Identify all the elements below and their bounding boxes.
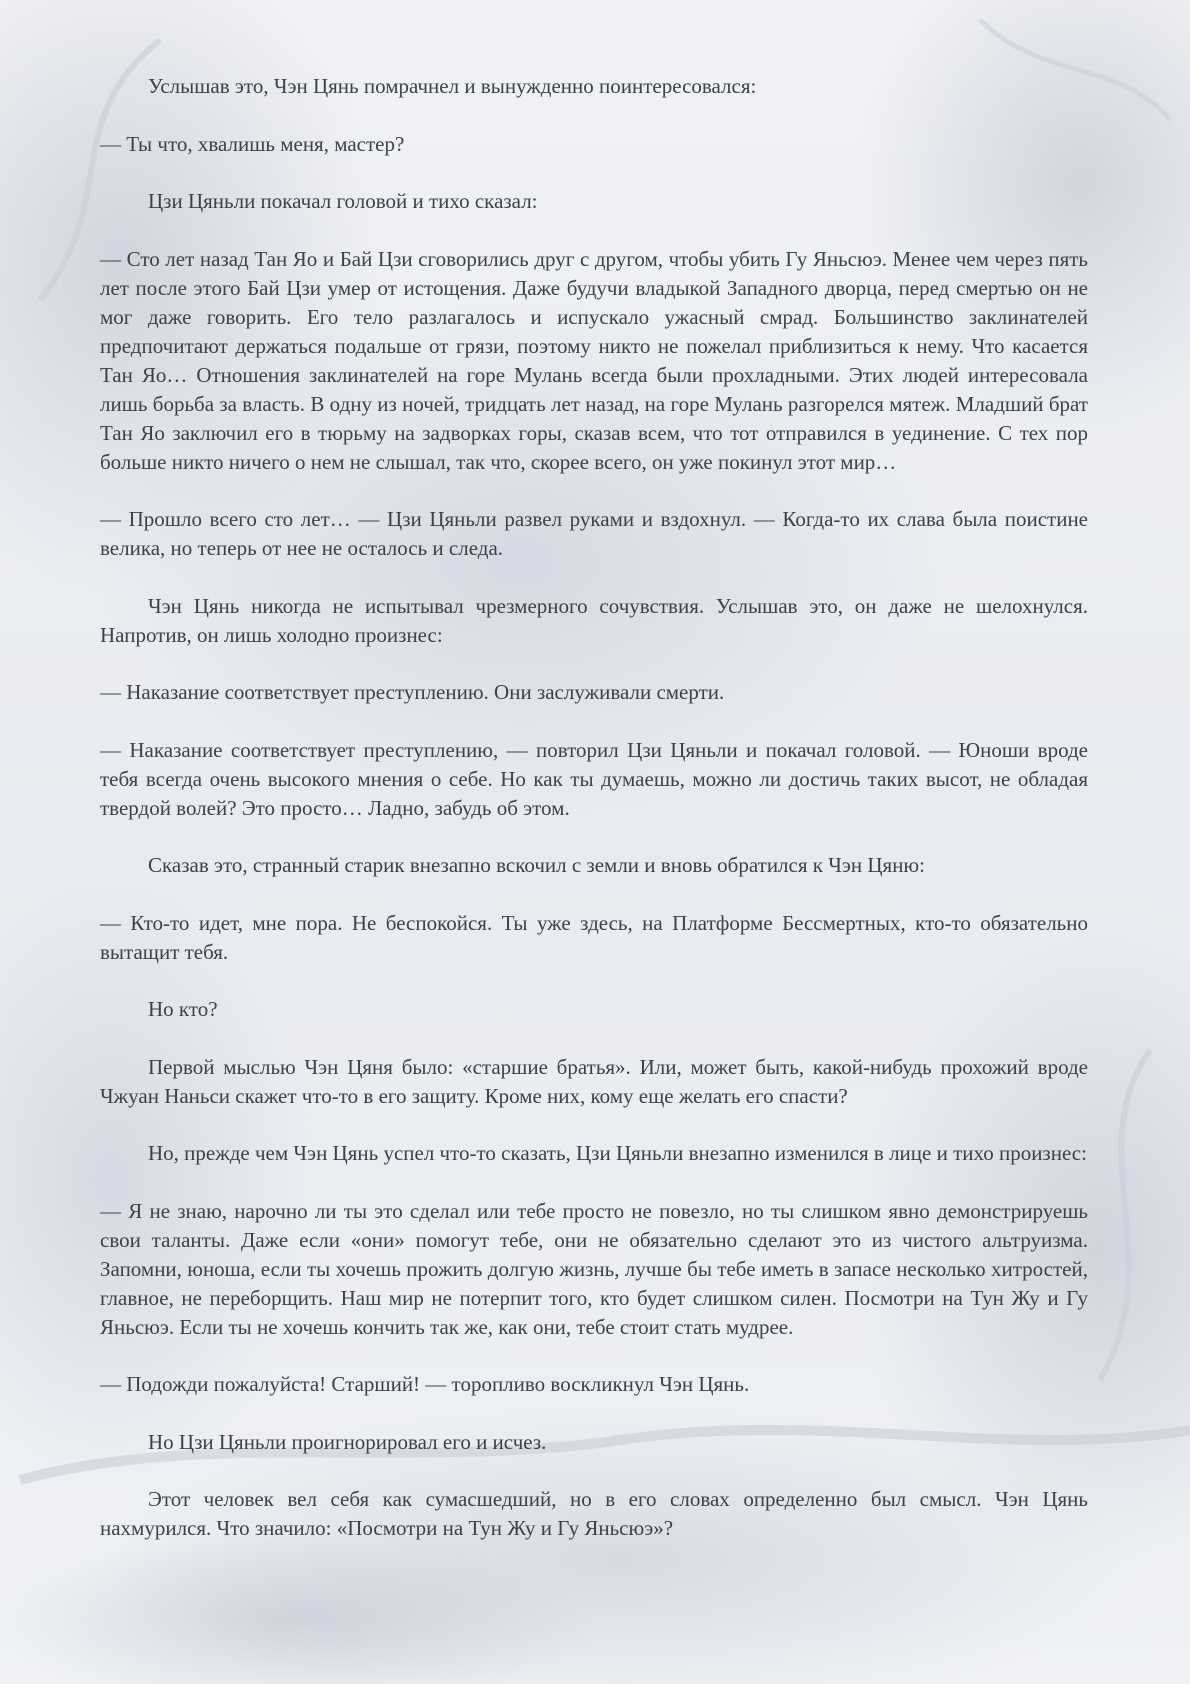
paragraph: Чэн Цянь никогда не испытывал чрезмерного сочувствия. Услышав это, он даже не шелохнулся. Напротив, он лишь холодно произнес:	[100, 593, 1088, 647]
paragraph: — Наказание соответствует преступлению, — повторил Цзи Цяньли и покачал головой. — Юноши вроде тебя всегда очень высокого мнения о себе. Но как ты думаешь, можно ли достичь таких высот, не обладая твердой волей? Это просто… Ладно, забудь об этом.	[100, 737, 1088, 820]
paragraph: — Прошло всего сто лет… — Цзи Цяньли развел руками и вздохнул. — Когда-то их слава была поистине велика, но теперь от нее не осталось и следа.	[100, 507, 1088, 560]
paragraph: Этот человек вел себя как сумасшедший, но в его словах определенно был смысл. Чэн Цянь нахмурился. Что значило: «Посмотри на Тун Жу и Гу Яньсюэ»?	[100, 1487, 1088, 1540]
paragraph: — Ты что, хвалишь меня, мастер?	[100, 131, 405, 156]
paragraph: Первой мыслью Чэн Цяня было: «старшие братья». Или, может быть, какой-нибудь прохожий вроде Чжуан Наньси скажет что-то в его защиту. Кроме них, кому еще желать его спасти?	[100, 1054, 1088, 1108]
paragraph: — Наказание соответствует преступлению. Они заслуживали смерти.	[100, 680, 725, 704]
paragraph: — Я не знаю, нарочно ли ты это сделал или тебе просто не повезло, но ты слишком явно демонстрируешь свои таланты. Даже если «они» помогут тебе, они не обязательно сделают это из чистого альтруизма. Запомни, юноша, если ты хочешь прожить долгую жизнь, лучше бы тебе иметь в запасе несколько хитростей, главное, не переборщить. Наш мир не потерпит того, кто будет слишком силен. Посмотри на Тун Жу и Гу Яньсюэ. Если ты не хочешь кончить так же, как они, тебе стоит стать мудрее.	[100, 1198, 1088, 1339]
paragraph: Но кто?	[148, 997, 218, 1021]
paragraph: Но Цзи Цяньли проигнорировал его и исчез.	[148, 1429, 547, 1454]
paragraph: — Кто-то идет, мне пора. Не беспокойся. Ты уже здесь, на Платформе Бессмертных, кто-то обязательно вытащит тебя.	[100, 910, 1088, 964]
paragraph: Сказав это, странный старик внезапно вскочил с земли и вновь обратился к Чэн Цяню:	[148, 853, 925, 877]
document-text	[100, 72, 1088, 1572]
paragraph: — Подожди пожалуйста! Старший! — торопливо воскликнул Чэн Цянь.	[100, 1372, 750, 1396]
paragraph: Услышав это, Чэн Цянь помрачнел и вынужденно поинтересовался:	[148, 74, 757, 98]
paragraph: Но, прежде чем Чэн Цянь успел что-то сказать, Цзи Цяньли внезапно изменился в лице и тихо произнес:	[148, 1141, 1087, 1165]
paragraph: Цзи Цяньли покачал головой и тихо сказал:	[148, 189, 538, 213]
paragraph: — Сто лет назад Тан Яо и Бай Цзи сговорились друг с другом, чтобы убить Гу Яньсюэ. Менее чем через пять лет после этого Бай Цзи умер от истощения. Даже будучи владыкой Западного дворца, перед смертью он не мог даже говорить. Его тело разлагалось и испускало ужасный смрад. Большинство заклинателей предпочитают держаться подальше от грязи, поэтому никто не пожелал приблизиться к нему. Что касается Тан Яо… Отношения заклинателей на горе Мулань всегда были прохладными. Этих людей интересовала лишь борьба за власть. В одну из ночей, тридцать лет назад, на горе Мулань разгорелся мятеж. Младший брат Тан Яо заключил его в тюрьму на задворках горы, сказав всем, что тот отправился в уединение. С тех пор больше никто ничего о нем не слышал, так что, скорее всего, он уже покинул этот мир…	[100, 246, 1088, 474]
